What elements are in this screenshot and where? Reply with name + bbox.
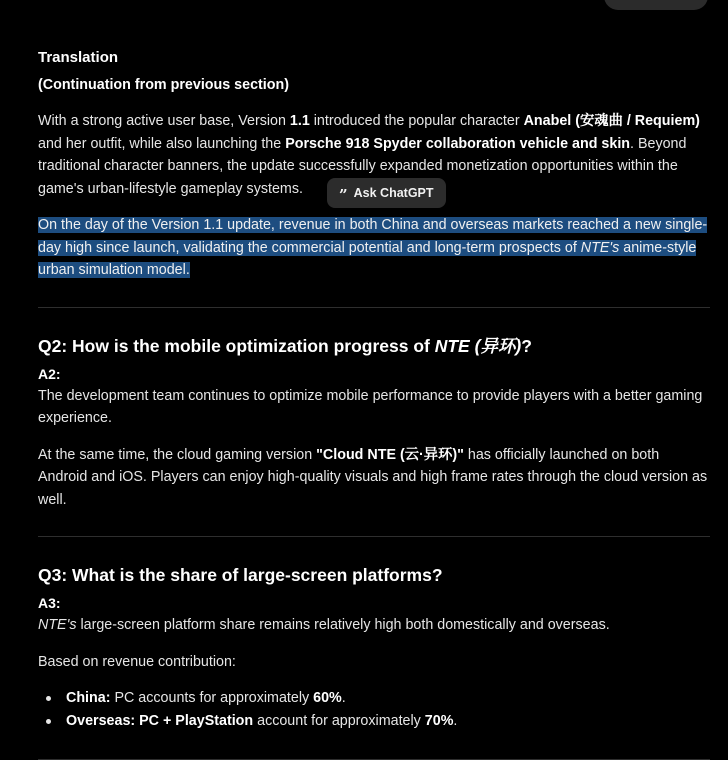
- quote-icon: ”: [339, 185, 348, 204]
- q2-paragraph-2: At the same time, the cloud gaming version "Cloud NTE (云·异环)" has officially launched on both Android and iOS. Players can enjoy high-quality visuals and high frame rates through the cloud version as well.: [38, 446, 708, 508]
- q3-paragraph-2: Based on revenue contribution:: [38, 653, 236, 670]
- q3-answer-label: A3:: [38, 595, 61, 611]
- q2-title: Q2: How is the mobile optimization progress of NTE (异环)?: [38, 335, 532, 356]
- ask-chatgpt-label: Ask ChatGPT: [353, 186, 434, 200]
- translation-paragraph-1: With a strong active user base, Version 1.1 introduced the popular character Anabel (安魂曲 / Requiem) and her outfit, while also launching the Porsche 918 Spyder collaboration vehicle and skin. Beyond traditional character banners, the update successfully expanded monetization opportunities within the game's urban-lifestyle gameplay systems.: [38, 113, 700, 197]
- list-item: China: PC accounts for approximately 60%.: [66, 687, 710, 710]
- translation-paragraph-2-selected[interactable]: On the day of the Version 1.1 update, revenue in both China and overseas markets reached a new single-day high since launch, validating the commercial potential and long-term prospects of NTE's anime-style urban simulation model.: [38, 217, 708, 278]
- q3-title: Q3: What is the share of large-screen platforms?: [38, 565, 443, 585]
- translation-subheading: (Continuation from previous section): [38, 77, 289, 93]
- ask-chatgpt-button[interactable]: [327, 178, 446, 208]
- chat-message-content: [38, 44, 710, 760]
- section-divider: [38, 307, 710, 308]
- q3-paragraph-1: NTE's large-screen platform share remains relatively high both domestically and overseas.: [38, 617, 610, 633]
- q2-paragraph-1: The development team continues to optimize mobile performance to provide players with a better gaming experience.: [38, 387, 703, 426]
- top-pill-button[interactable]: [604, 0, 708, 10]
- list-item: Overseas: PC + PlayStation account for approximately 70%.: [66, 710, 710, 733]
- section-divider: [38, 536, 710, 537]
- q3-bullet-list: [38, 687, 710, 733]
- q2-answer-label: A2:: [38, 365, 61, 382]
- translation-heading: Translation: [38, 49, 119, 66]
